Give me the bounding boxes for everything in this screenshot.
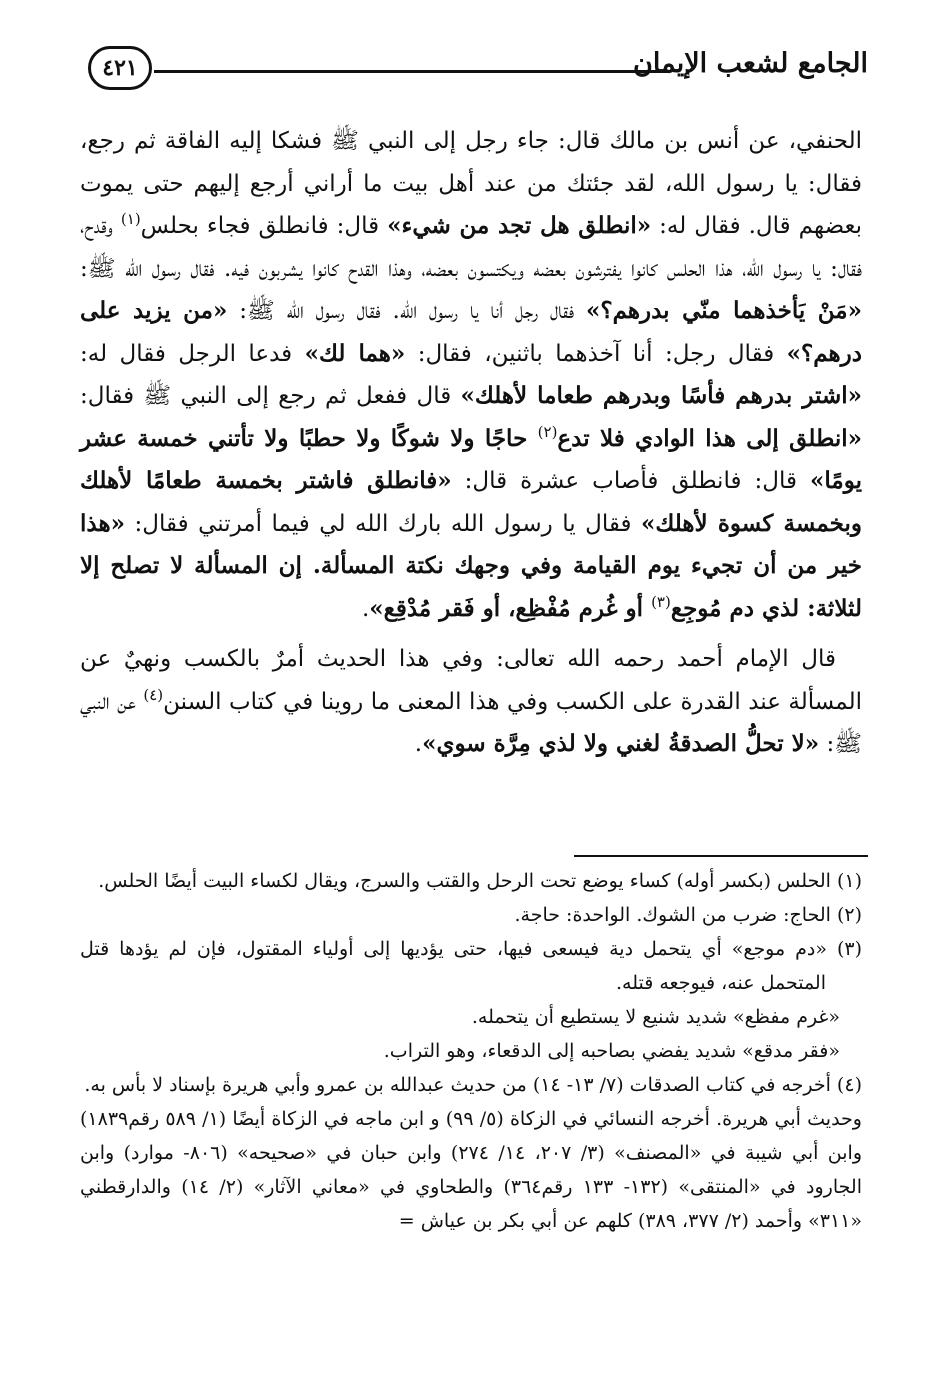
text-run: وقدح، فقال: يا رسول الله، هذا الحلس كانوا يفترشون بعضه ويكتسون بعضه، وهذا القدح كانوا يشربون فيه. فقال رسول الله ﷺ: [80,213,862,282]
footnote-3: (٣) «دم موجع» أي يتحمل دية فيسعى فيها، حتى يؤديها إلى أولياء المقتول، فإن لم يؤدها قتل المتحمل عنه، فيوجعه قتله. [80,938,862,994]
text-run: قال: فانطلق فجاء بحلس [140,213,388,239]
footnote-divider [574,855,868,857]
prophetic-quote: «مَنْ يَأخذهما منّي بدرهم؟» [585,297,863,324]
text-run: الحنفي، عن أنس بن مالك قال: جاء رجل إلى النبي ﷺ فشكا إليه الفاقة ثم رجع، فقال: يا رسول الله، لقد جئتك من عند أهل بيت ما أراني أرجع إليهم حتى يموت بعضهم قال. فقال له: [80,128,863,239]
footnote-ref-3: (٣) [651,592,671,611]
footnote-ref-2: (٢) [537,422,558,441]
book-title: الجامع لشعب الإيمان [633,48,868,79]
prophetic-quote: «انطلق إلى هذا الوادي فلا تدع [557,424,862,452]
page-number: ٤٢١ [102,55,138,81]
commentary-paragraph [80,638,862,766]
footnote-ref-4: (٤) [143,685,164,704]
header-rule [154,70,668,73]
prophetic-quote: أو غُرم مُفْظِع، أو فَقر مُدْقِع» [369,594,652,622]
main-text [80,120,862,766]
prophetic-quote: «لا تحلُّ الصدقةُ لغني ولا لذي مِرَّة سوي» [422,730,820,757]
text-run: فقال رجل: أنا آخذهما باثنين، فقال: [405,340,787,367]
footnote-ref-1: (١) [120,210,141,228]
text-run: فدعا الرجل فقال له: [80,340,305,367]
footnotes [80,864,862,1238]
footnote-2: (٢) الحاج: ضرب من الشوك. الواحدة: حاجة. [514,904,862,926]
text-run: فقال رجل أنا يا رسول الله. فقال رسول الله ﷺ: [227,298,586,324]
prophetic-quote: «هذا خير من أن تجيء يوم القيامة وفي وجهك نكتة المسألة. إن المسألة لا تصلح إلا لثلاثة: لذي دم مُوجِع [80,509,862,622]
text-run: . [414,731,423,757]
prophetic-quote: «اشتر بدرهم فأسًا وبدرهم طعاما لأهلك» [460,382,862,409]
footnote-3-gloss: «فقر مدقع» شديد يفضي بصاحبه إلى الدقعاء، وهو التراب. [383,1040,840,1062]
prophetic-quote: «فانطلق فاشتر بخمسة طعامًا لأهلك وبخمسة كسوة لأهلك» [80,467,862,537]
text-run: . [361,595,370,622]
text-run: فقال يا رسول الله بارك الله لي فيما أمرتني فقال: [124,510,642,537]
text-run: قال: فانطلق فأصاب عشرة قال: [451,468,810,494]
footnote-1: (١) الحلس (بكسر أوله) كساء يوضع تحت الرحل والقتب والسرج، ويقال لكساء البيت أيضًا الحلس. [98,870,862,892]
hadith-paragraph [80,120,862,630]
text-run: عن النبي ﷺ: [80,688,862,757]
footnote-3-gloss: «غرم مفظع» شديد شنيع لا يستطيع أن يتحمله. [471,1006,840,1028]
running-header [88,40,868,100]
prophetic-quote: «انطلق هل تجد من شيء» [387,212,652,239]
prophetic-quote: «هما لك» [304,339,406,367]
footnote-4: (٤) أخرجه في كتاب الصدقات (٧/ ١٣- ١٤) من حديث عبدالله بن عمرو وأبي هريرة بإسناد لا بأس به. [84,1074,862,1096]
page-number-frame [88,46,152,90]
text-run: قال ففعل ثم رجع إلى النبي ﷺ فقال: [80,383,461,409]
footnote-4-continued: وحديث أبي هريرة. أخرجه النسائي في الزكاة (٥/ ٩٩) و ابن ماجه في الزكاة أيضًا (١/ ٥٨٩ رقم١٨٣٩) وابن أبي شيبة في «المصنف» (٣/ ٢٠٧، ١٤/ ٢٧٤) وابن حبان في «صحيحه» (٨٠٦- موارد) وابن الجارود في «المنتقى» (١٣٢- ١٣٣ رقم٣٦٤) والطحاوي في «معاني الآثار» (٢/ ١٤) والدارقطني «٣١١» وأحمد (٢/ ٣٧٧، ٣٨٩) كلهم عن أبي بكر بن عياش = [80,1108,862,1232]
prophetic-quote: «من يزيد على درهم؟» [80,297,862,367]
prophetic-quote: حاجًا ولا شوكًا ولا حطبًا ولا تأتني خمسة عشر يومًا» [80,424,862,494]
text-run: قال الإمام أحمد رحمه الله تعالى: وفي هذا الحديث أمرٌ بالكسب ونهيٌ عن المسألة عند القدرة على الكسب وفي هذا المعنى ما روينا في كتاب السنن [80,646,862,715]
